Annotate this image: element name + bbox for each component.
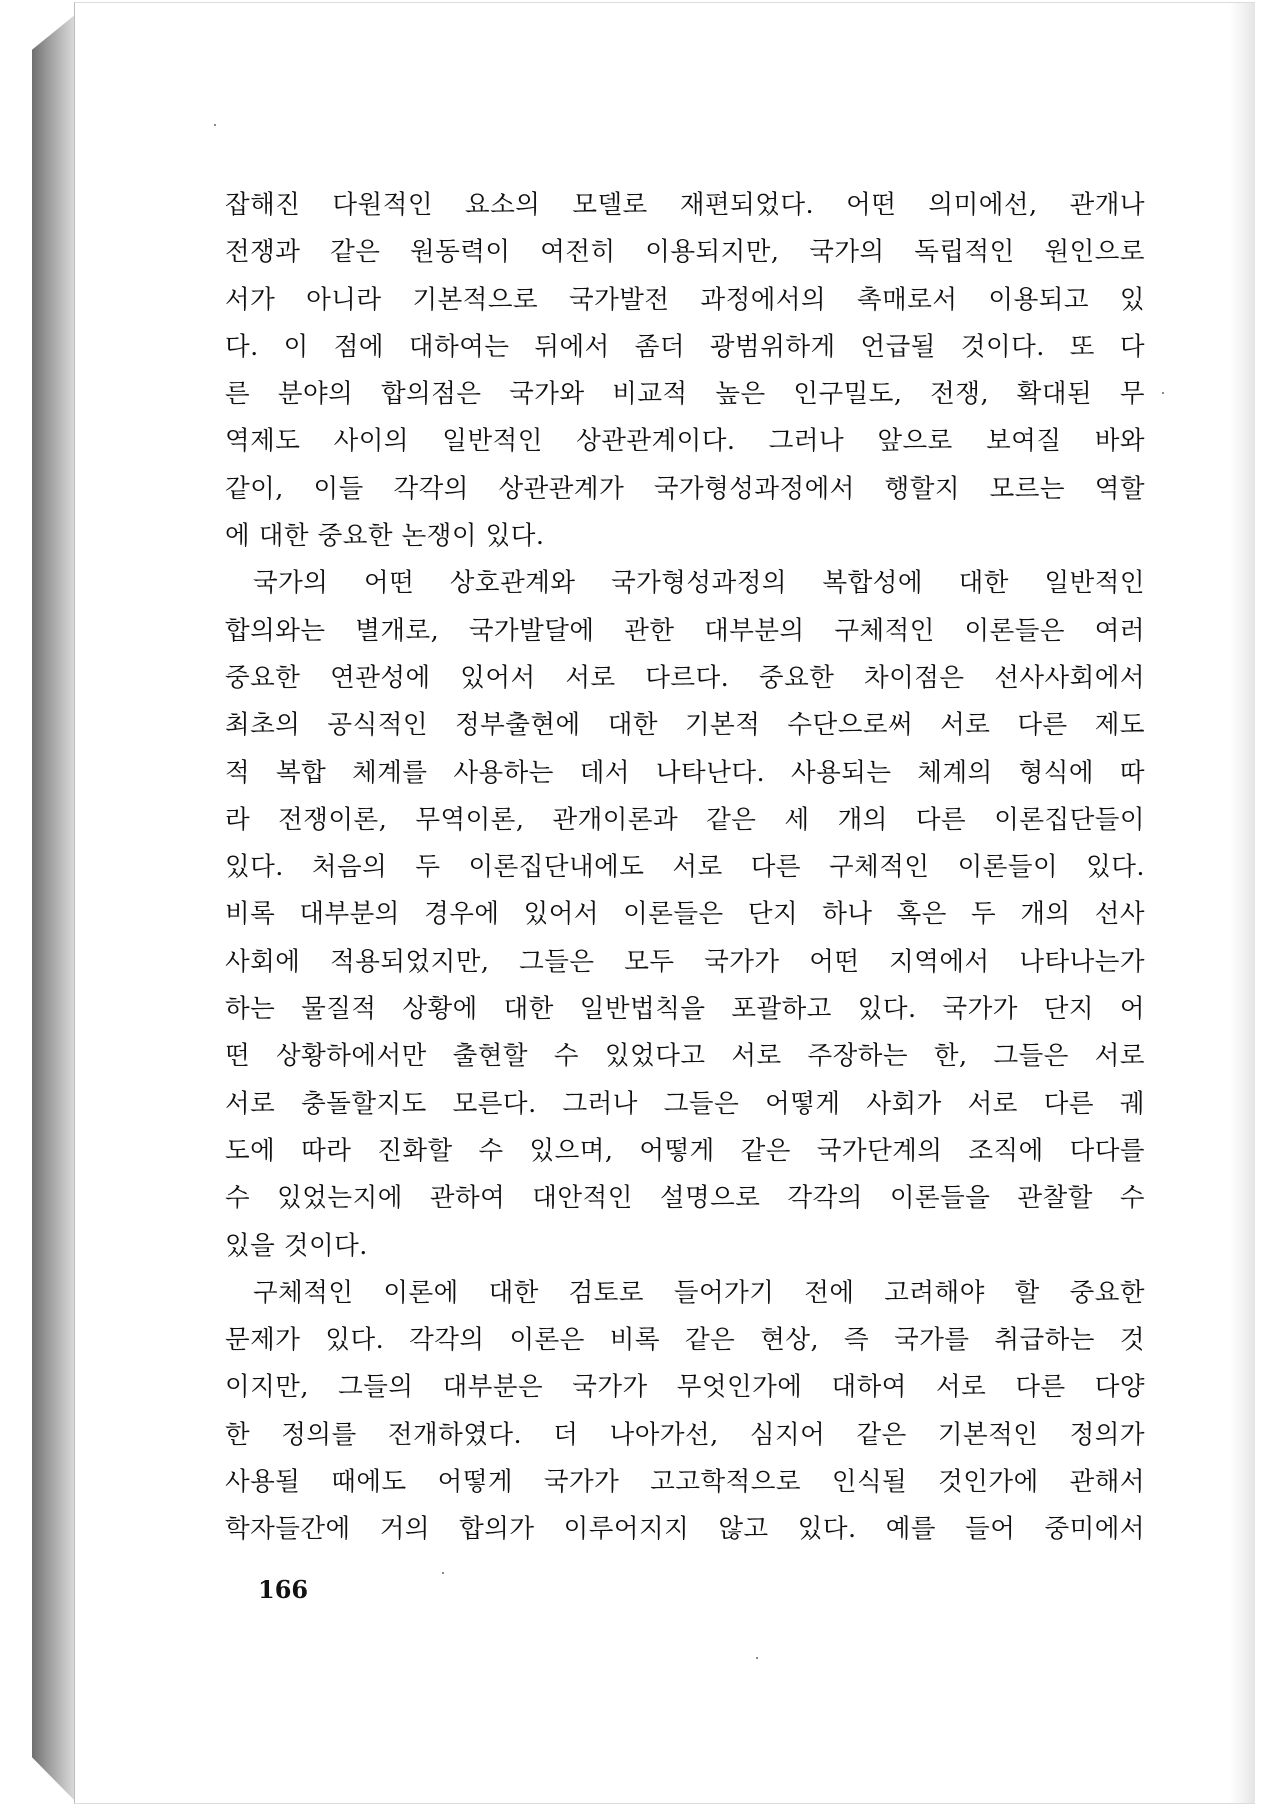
text-line: 하는 물질적 상황에 대한 일반법칙을 포괄하고 있다. 국가가 단지 어 [225,994,1145,1025]
text-line: 합의와는 별개로, 국가발달에 관한 대부분의 구체적인 이론들은 여러 [225,615,1145,646]
page-number: 166 [258,1575,309,1604]
text-line: 같이, 이들 각각의 상관관계가 국가형성과정에서 행할지 모르는 역할 [225,473,1145,504]
text-line: 비록 대부분의 경우에 있어서 이론들은 단지 하나 혹은 두 개의 선사 [225,899,1145,930]
text-line: 사회에 적용되었지만, 그들은 모두 국가가 어떤 지역에서 나타나는가 [225,946,1145,977]
body-text [225,182,1145,1554]
text-line: 다. 이 점에 대하여는 뒤에서 좀더 광범위하게 언급될 것이다. 또 다 [225,331,1145,362]
text-line: 사용될 때에도 어떻게 국가가 고고학적으로 인식될 것인가에 관해서 [225,1467,1145,1498]
scan-speck [1162,392,1164,394]
text-line: 서가 아니라 기본적으로 국가발전 과정에서의 촉매로서 이용되고 있 [225,284,1145,315]
text-line: 학자들간에 거의 합의가 이루어지지 않고 있다. 예를 들어 중미에서 [225,1514,1145,1545]
scan-speck [756,1657,758,1659]
text-line: 이지만, 그들의 대부분은 국가가 무엇인가에 대하여 서로 다른 다양 [225,1372,1145,1403]
text-line: 국가의 어떤 상호관계와 국가형성과정의 복합성에 대한 일반적인 [253,568,1145,599]
scan-speck [214,124,216,126]
text-line: 에 대한 중요한 논쟁이 있다. [225,521,545,552]
text-line: 역제도 사이의 일반적인 상관관계이다. 그러나 앞으로 보여질 바와 [225,426,1145,457]
text-line: 른 분야의 합의점은 국가와 비교적 높은 인구밀도, 전쟁, 확대된 무 [225,379,1145,410]
text-line: 문제가 있다. 각각의 이론은 비록 같은 현상, 즉 국가를 취급하는 것 [225,1325,1145,1356]
text-line: 도에 따라 진화할 수 있으며, 어떻게 같은 국가단계의 조직에 다다를 [225,1135,1145,1166]
book-spine [32,14,76,1802]
text-line: 라 전쟁이론, 무역이론, 관개이론과 같은 세 개의 다른 이론집단들이 [225,804,1145,835]
text-line: 구체적인 이론에 대한 검토로 들어가기 전에 고려해야 할 중요한 [253,1277,1145,1308]
text-line: 떤 상황하에서만 출현할 수 있었다고 서로 주장하는 한, 그들은 서로 [225,1041,1145,1072]
text-line: 중요한 연관성에 있어서 서로 다르다. 중요한 차이점은 선사사회에서 [225,662,1145,693]
text-line: 한 정의를 전개하였다. 더 나아가선, 심지어 같은 기본적인 정의가 [225,1419,1145,1450]
text-line: 있다. 처음의 두 이론집단내에도 서로 다른 구체적인 이론들이 있다. [225,852,1145,883]
scan-speck [442,1572,444,1574]
text-line: 적 복합 체계를 사용하는 데서 나타난다. 사용되는 체계의 형식에 따 [225,757,1145,788]
text-line: 있을 것이다. [225,1230,368,1261]
text-line: 전쟁과 같은 원동력이 여전히 이용되지만, 국가의 독립적인 원인으로 [225,237,1145,268]
text-line: 최초의 공식적인 정부출현에 대한 기본적 수단으로써 서로 다른 제도 [225,710,1145,741]
text-line: 수 있었는지에 관하여 대안적인 설명으로 각각의 이론들을 관찰할 수 [225,1183,1145,1214]
text-line: 잡해진 다원적인 요소의 모델로 재편되었다. 어떤 의미에선, 관개나 [225,190,1145,220]
page-edge [1229,3,1255,1803]
text-line: 서로 충돌할지도 모른다. 그러나 그들은 어떻게 사회가 서로 다른 궤 [225,1088,1145,1119]
